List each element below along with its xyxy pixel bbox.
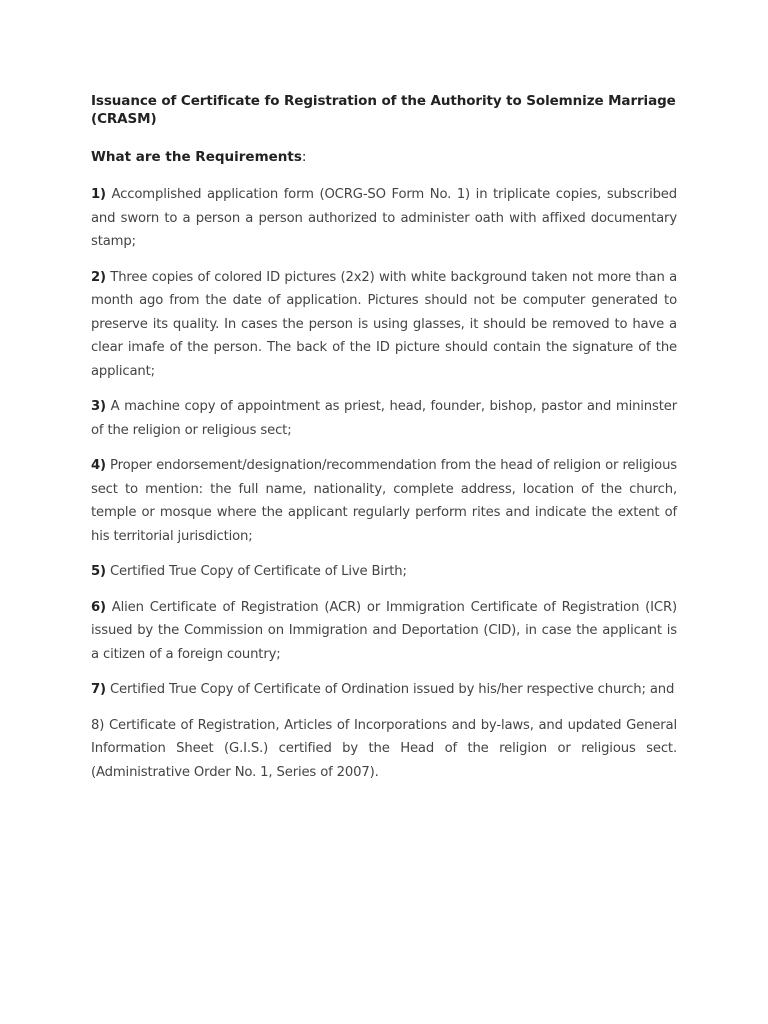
requirement-text: Three copies of colored ID pictures (2x2) with white background taken not more than a month ago from the date of application. Pictures should not be computer generated to preserve its quality. In cases the person is using glasses, it should be removed to have a clear imafe of the person. The back of the ID picture should contain the signature of the applicant;: [91, 269, 678, 379]
requirement-number: 7): [91, 682, 106, 697]
requirement-text: Accomplished application form (OCRG-SO Form No. 1) in triplicate copies, subscribed and sworn to a person a person authorized to administer oath with affixed documentary stamp;: [91, 187, 677, 249]
requirement-text: Proper endorsement/designation/recommendation from the head of religion or religious sect to mention: the full name, nationality, complete address, location of the church, temple or mosque where the applicant regularly perform rites and indicate the extent of his territorial jurisdiction;: [91, 458, 677, 544]
requirement-item: [91, 454, 677, 548]
requirement-number: 2): [91, 269, 106, 285]
requirement-text: Certified True Copy of Certificate of Live Birth;: [109, 564, 407, 579]
requirements-list: [91, 183, 677, 784]
requirements-heading: [91, 148, 677, 166]
requirement-item: [91, 183, 677, 254]
requirement-item: [91, 596, 677, 667]
requirement-number: 4): [91, 458, 106, 473]
document-title: Issuance of Certificate fo Registration of the Authority to Solemnize Marriage (CRASM): [91, 93, 676, 127]
requirement-number: 8): [91, 717, 105, 733]
requirement-item: [91, 266, 677, 384]
requirement-item: [91, 678, 677, 702]
requirements-heading-colon: :: [301, 149, 307, 165]
document-page: [91, 92, 677, 796]
requirement-number: 3): [91, 399, 106, 414]
requirement-text: Alien Certificate of Registration (ACR) or Immigration Certificate of Registration (ICR) issued by the Commission on Immigration and Deportation (CID), in case the applicant is a citizen of a foreign country;: [91, 599, 677, 662]
requirement-number: 5): [91, 564, 106, 579]
requirement-text: Certified True Copy of Certificate of Ordination issued by his/her respective church; and: [109, 682, 675, 697]
requirement-text: A machine copy of appointment as priest, head, founder, bishop, pastor and mininster of the religion or religious sect;: [91, 399, 677, 438]
requirements-heading-label: What are the Requirements: [91, 149, 302, 165]
requirement-number: 1): [91, 187, 106, 202]
requirement-item: [91, 560, 677, 584]
requirement-item: [91, 395, 677, 442]
requirement-text: Certificate of Registration, Articles of Incorporations and by-laws, and updated General Information Sheet (G.I.S.) certified by the Head of the religion or religious sect. (Administrative Order No. 1, Series of 2007).: [91, 717, 677, 780]
requirement-item: [91, 714, 677, 785]
requirement-number: 6): [91, 599, 106, 615]
